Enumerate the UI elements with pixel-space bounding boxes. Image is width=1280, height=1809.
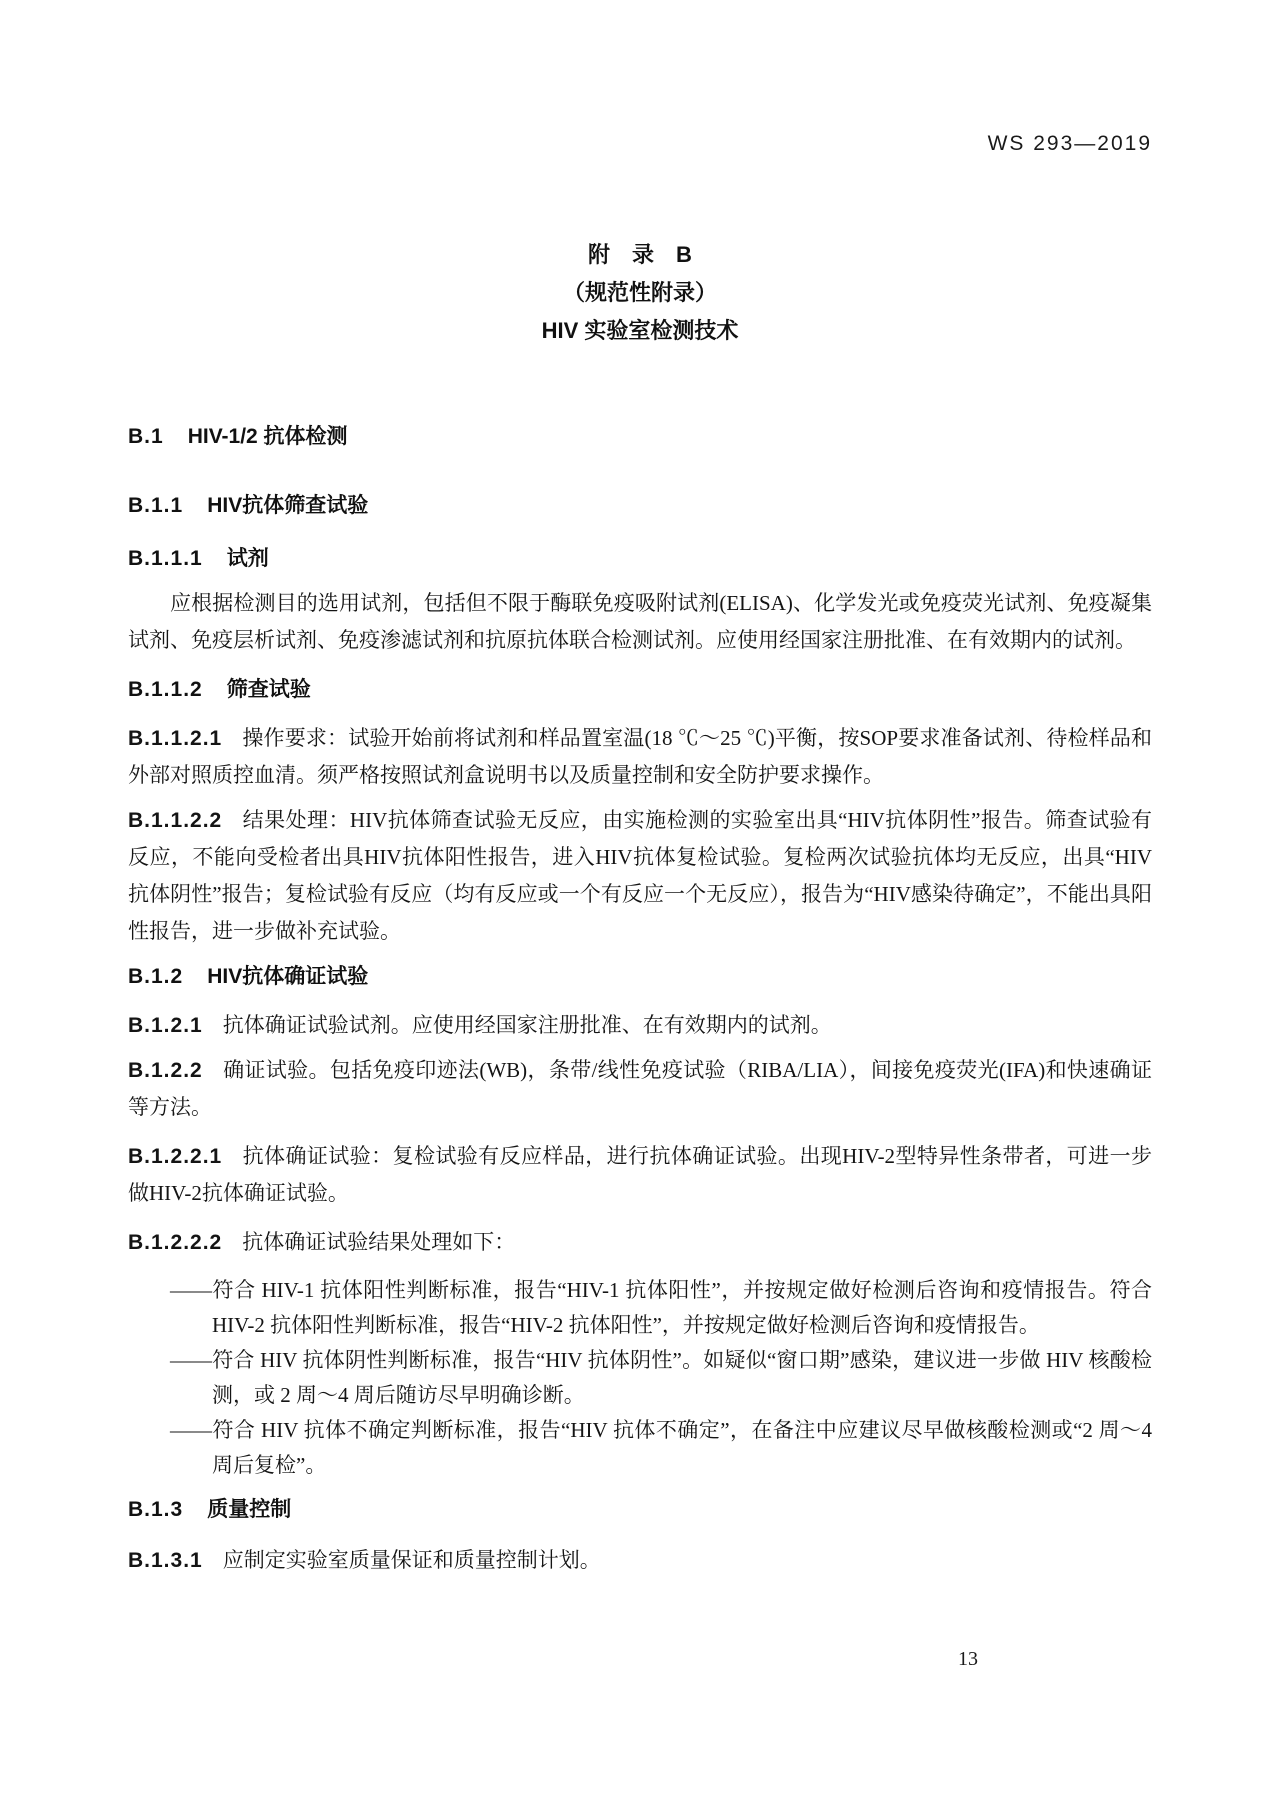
appendix-title-block xyxy=(128,236,1152,350)
clause-b121-text: 抗体确证试验试剂。应使用经国家注册批准、在有效期内的试剂。 xyxy=(222,1013,832,1037)
clause-b1221-paragraph xyxy=(128,1138,1152,1212)
clause-b1221-number: B.1.2.2.1 xyxy=(128,1145,223,1168)
appendix-title-line1: 附 录 B xyxy=(588,242,692,267)
clause-b122-number: B.1.2.2 xyxy=(128,1059,203,1082)
section-b13-title: 质量控制 xyxy=(207,1498,292,1521)
section-b11-title: HIV抗体筛查试验 xyxy=(207,494,369,517)
section-b1-title: HIV-1/2 抗体检测 xyxy=(187,425,348,448)
list-item-hiv-negative: ——符合 HIV 抗体阴性判断标准，报告“HIV 抗体阴性”。如疑似“窗口期”感染，建议进一步做 HIV 核酸检测，或 2 周～4 周后随访尽早明确诊断。 xyxy=(170,1348,1152,1407)
list-item-hiv-positive: ——符合 HIV-1 抗体阳性判断标准，报告“HIV-1 抗体阳性”，并按规定做好检测后咨询和疫情报告。符合 HIV-2 抗体阳性判断标准，报告“HIV-2 抗体阳性”，并按规定做好检测后咨询和疫情报告。 xyxy=(170,1278,1152,1337)
clause-b121-paragraph xyxy=(128,1007,1152,1044)
appendix-title-line2: （规范性附录） xyxy=(562,280,717,305)
clause-b122-text: 确证试验。包括免疫印迹法(WB)，条带/线性免疫试验（RIBA/LIA），间接免疫荧光(IFA)和快速确证等方法。 xyxy=(128,1058,1152,1119)
section-b13-heading xyxy=(128,1491,1152,1528)
clause-b1121-paragraph xyxy=(128,720,1152,794)
section-b112-heading xyxy=(128,671,1152,708)
result-handling-list xyxy=(128,1273,1152,1483)
section-b112-title: 筛查试验 xyxy=(226,678,311,701)
clause-b131-text: 应制定实验室质量保证和质量控制计划。 xyxy=(222,1548,601,1572)
section-b1-number: B.1 xyxy=(128,425,164,448)
section-b12-number: B.1.2 xyxy=(128,965,184,988)
clause-b1222-number: B.1.2.2.2 xyxy=(128,1231,223,1254)
section-b112-number: B.1.1.2 xyxy=(128,678,203,701)
section-b11-number: B.1.1 xyxy=(128,494,184,517)
clause-b131-paragraph xyxy=(128,1542,1152,1579)
reagent-paragraph: 应根据检测目的选用试剂，包括但不限于酶联免疫吸附试剂(ELISA)、化学发光或免疫荧光试剂、免疫凝集试剂、免疫层析试剂、免疫渗滤试剂和抗原抗体联合检测试剂。应使用经国家注册批准、在有效期内的试剂。 xyxy=(128,591,1152,652)
clause-b1222-text: 抗体确证试验结果处理如下： xyxy=(242,1230,516,1254)
clause-b1122-text: 结果处理：HIV抗体筛查试验无反应，由实施检测的实验室出具“HIV抗体阴性”报告。筛查试验有反应，不能向受检者出具HIV抗体阳性报告，进入HIV抗体复检试验。复检两次试验抗体均无反应，出具“HIV抗体阴性”报告；复检试验有反应（均有反应或一个有反应一个无反应），报告为“HIV感染待确定”，不能出具阳性报告，进一步做补充试验。 xyxy=(128,808,1152,943)
clause-b1121-number: B.1.1.2.1 xyxy=(128,727,223,750)
section-b12-heading xyxy=(128,958,1152,995)
section-b111-title: 试剂 xyxy=(226,547,269,570)
section-b13-number: B.1.3 xyxy=(128,1498,184,1521)
standard-number: WS 293—2019 xyxy=(987,132,1152,155)
clause-b122-paragraph xyxy=(128,1052,1152,1126)
clause-b1122-number: B.1.1.2.2 xyxy=(128,809,223,832)
appendix-title-line3: HIV 实验室检测技术 xyxy=(541,318,739,343)
section-b111-number: B.1.1.1 xyxy=(128,547,203,570)
section-b111-heading xyxy=(128,540,1152,577)
clause-b1222-paragraph xyxy=(128,1224,1152,1261)
page-number: 13 xyxy=(958,1648,978,1670)
section-b11-heading xyxy=(128,487,1152,524)
clause-b121-number: B.1.2.1 xyxy=(128,1014,203,1037)
clause-b1121-text: 操作要求：试验开始前将试剂和样品置室温(18 ℃～25 ℃)平衡，按SOP要求准备试剂、待检样品和外部对照质控血清。须严格按照试剂盒说明书以及质量控制和安全防护要求操作。 xyxy=(128,726,1152,787)
section-b1-heading xyxy=(128,418,1152,455)
list-item-hiv-indeterminate: ——符合 HIV 抗体不确定判断标准，报告“HIV 抗体不确定”，在备注中应建议尽早做核酸检测或“2 周～4 周后复检”。 xyxy=(170,1418,1152,1477)
section-b12-title: HIV抗体确证试验 xyxy=(207,965,369,988)
clause-b131-number: B.1.3.1 xyxy=(128,1549,203,1572)
clause-b1122-paragraph xyxy=(128,802,1152,950)
clause-b1221-text: 抗体确证试验：复检试验有反应样品，进行抗体确证试验。出现HIV-2型特异性条带者，可进一步做HIV-2抗体确证试验。 xyxy=(128,1144,1152,1205)
